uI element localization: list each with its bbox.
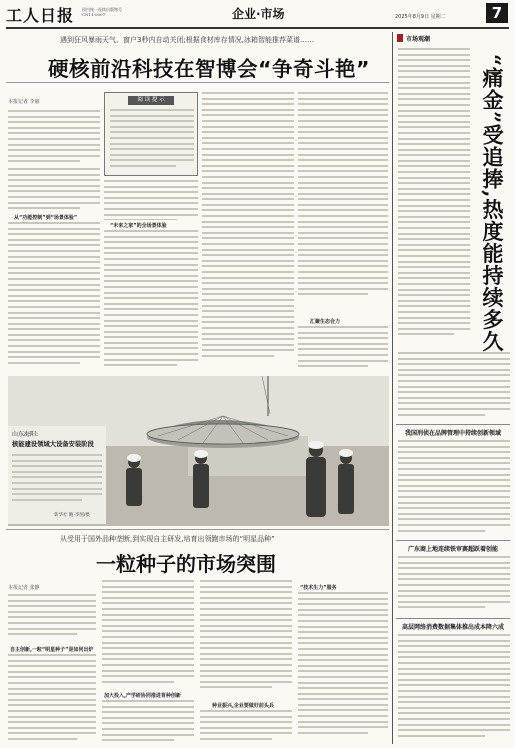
seed-story-subhead-4: 种业振兴,企业要做好前头兵 bbox=[212, 703, 274, 709]
article-text-column bbox=[298, 92, 388, 314]
top-story-subhead-3: 汇聚生态合力 bbox=[310, 319, 341, 325]
article-text-column bbox=[202, 92, 294, 372]
sidebar-vertical-headline: “痛金”受追捧,热度能持续多久 bbox=[480, 54, 505, 353]
article-text-column bbox=[8, 222, 100, 372]
article-text-column bbox=[102, 580, 194, 692]
editor-note-text bbox=[110, 109, 194, 169]
top-story-subhead-2: “未来之家”的全场景体验 bbox=[110, 223, 167, 229]
top-story-byline: 本报记者 李丽 bbox=[8, 99, 40, 105]
editor-note-box bbox=[104, 92, 198, 176]
article-text-column bbox=[8, 654, 96, 744]
column-marker-icon bbox=[397, 34, 403, 42]
brief-3-title: 高层网络消费数据集体推出成本降六成 bbox=[401, 624, 504, 631]
section-divider bbox=[6, 529, 389, 530]
masthead-rule bbox=[6, 27, 509, 29]
article-text-column bbox=[398, 440, 510, 538]
top-story-kicker: 遇到狂风暴雨天气、窗户3秒内自动关闭;根据食材库存情况,冰箱智能推荐菜谱…… bbox=[60, 36, 315, 44]
article-text-column bbox=[398, 48, 470, 348]
seed-story-byline: 本报记者 张静 bbox=[8, 585, 40, 591]
photo-caption-box bbox=[8, 426, 106, 524]
logo-subtitle: 国内统一连续出版物号 CN11-0007 bbox=[82, 7, 122, 17]
seed-story-subhead-3: 加大投入,产学研协同推进育种创新 bbox=[104, 693, 181, 699]
article-text-column bbox=[104, 230, 198, 372]
sidebar-divider bbox=[392, 32, 393, 744]
article-text-column bbox=[398, 352, 510, 422]
photo-caption-text bbox=[12, 454, 102, 508]
brief-divider bbox=[396, 540, 510, 541]
brief-divider bbox=[396, 424, 510, 425]
masthead bbox=[6, 3, 509, 27]
article-text-column bbox=[104, 180, 198, 220]
editor-note-label: 阅 读 提 示 bbox=[128, 96, 174, 105]
article-text-column bbox=[102, 700, 194, 744]
brief-2-title: 广东商上地连续铁审赛超跃着创能 bbox=[407, 546, 498, 553]
article-text-column bbox=[298, 326, 388, 372]
article-text-column bbox=[200, 580, 292, 700]
top-story-headline: 硬核前沿科技在智博会“争奇斗艳” bbox=[48, 57, 370, 81]
brief-divider bbox=[396, 618, 510, 619]
section-title: 企业·市场 bbox=[232, 7, 285, 21]
article-text-column bbox=[8, 168, 100, 214]
seed-story-kicker: 从受用于国外品种垄断,到实现自主研发,培育出领跑市场的“明星品种” bbox=[60, 535, 275, 543]
headline-divider bbox=[6, 82, 389, 83]
issue-date: 2025年8月9日 星期二 bbox=[395, 14, 446, 20]
article-text-column bbox=[298, 592, 388, 744]
article-text-column bbox=[200, 710, 292, 744]
article-text-column bbox=[8, 110, 100, 166]
article-text-column bbox=[398, 634, 510, 744]
seed-story-headline: 一粒种子的市场突围 bbox=[96, 552, 276, 576]
article-text-column bbox=[398, 556, 510, 616]
sidebar-column-label: 市场观潮 bbox=[406, 36, 431, 43]
top-story-subhead-1: 从“功能控制”到“场景体验” bbox=[14, 215, 78, 221]
photo-caption-title: 核能建设领域大设备安装阶段 bbox=[12, 441, 94, 448]
seed-story-subhead-2: “技术生力”服务 bbox=[300, 585, 337, 591]
newspaper-logo: 工人日报 bbox=[6, 6, 75, 25]
photo-caption-label: 山东海阳: bbox=[12, 431, 39, 438]
brief-1-title: 我国刑侦在品牌管理中持续创新领域 bbox=[404, 430, 501, 437]
seed-story-subhead-1: 自主创新,一粒“明星种子”是如何出炉 bbox=[10, 647, 94, 653]
photo-credit: 新华社 鲍·李图/摄 bbox=[54, 513, 90, 518]
article-text-column bbox=[8, 594, 96, 644]
page-number: 7 bbox=[486, 3, 508, 23]
